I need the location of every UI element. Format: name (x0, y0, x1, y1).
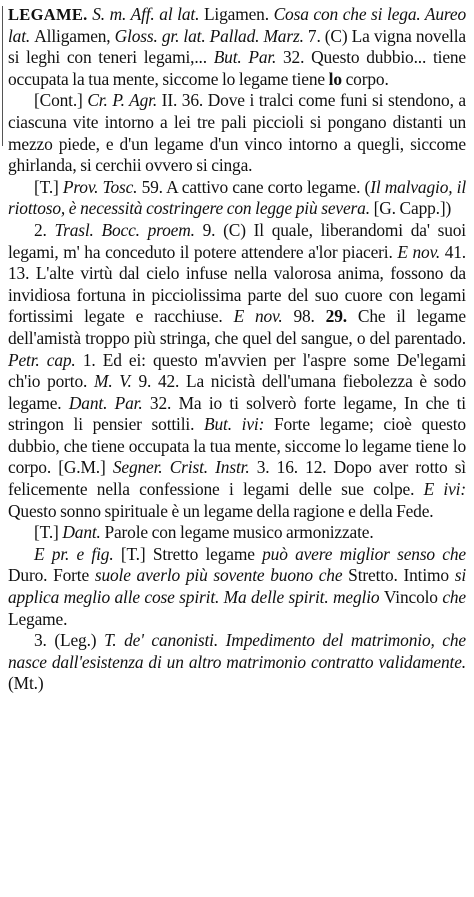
margin-rule (2, 6, 3, 146)
text-run: Legame. (8, 608, 68, 629)
text-run: Parole con legame musico armonizzate. (104, 522, 374, 543)
text-run: Alligamen, (34, 25, 115, 46)
text-run: che (442, 587, 466, 608)
text-run: Vincolo (383, 587, 443, 608)
text-run: 29. (325, 306, 347, 327)
text-run: But. Par. (213, 47, 284, 68)
text-run: 2. (34, 219, 55, 240)
text-run: Trasl. Bocc. proem. (54, 219, 203, 240)
text-run: II. 36. Dove i tralci come funi si stendono, a ciascuna vite intorno a lei tre pali piccioli si pongano distanti un mezzo piede, e d'un legame d'un vinco intorno a quegli, siccome ghirlanda, si cerchii ovvero si cinga. (8, 90, 466, 176)
text-run: E pr. e fig. (34, 543, 121, 564)
dictionary-entry-legame (8, 4, 466, 695)
text-run: But. ivi: (204, 414, 274, 435)
text-run: T. de' canonisti. Impedimento del matrimonio, che nasce dall'esistenza di un altro matrimonio contratto validamente. (8, 630, 466, 672)
text-run: Stretto. Intimo (348, 565, 455, 586)
text-run: 3. 16. 12. Dopo aver rotto sì felicemente nella confessione i legami delle sue colpe. (8, 457, 466, 500)
text-run: 32. Ma io ti solverò forte legame, In che ti stringon li pensier sottili. (8, 392, 466, 435)
text-run: S. m. Aff. al lat. (87, 4, 204, 24)
text-run: suole averlo più sovente buono che (94, 565, 349, 586)
text-run: 9. 42. La nicistà dell'umana fiebolezza è sodo legame. (8, 371, 466, 413)
text-run: Ligamen. (203, 4, 274, 24)
text-run: 3. (Leg.) (34, 630, 105, 651)
text-run: Questo sonno spirituale è un legame della ragione e della Fede. (8, 500, 434, 521)
text-run: 59. A cattivo cane corto legame. ( (141, 176, 371, 197)
text-run: Il malvagio, il riottoso, è necessità costringere con legge più severa. (8, 176, 467, 219)
text-run: [G. Capp.]) (369, 198, 452, 219)
text-run: Forte legame; cioè questo dubbio, che tiene occupata la tua mente, siccome lo legame tiene lo corpo. [G.M.] (8, 414, 466, 478)
text-run: Dant. (62, 522, 105, 543)
entry-proverb-paragraph (8, 177, 466, 220)
text-run: E ivi: (423, 479, 466, 500)
text-run: 98. (293, 306, 326, 327)
text-run: [T.] Stretto legame (120, 543, 263, 564)
entry-sense-3-paragraph (8, 630, 466, 695)
text-run: 32. Questo dubbio... tiene occupata la tua mente, siccome lo legame tiene (8, 47, 466, 89)
entry-sense-2-paragraph (8, 220, 466, 522)
text-run: Segner. Crist. Instr. (112, 457, 257, 478)
text-run: Duro. Forte (8, 565, 95, 586)
text-run: Dant. Par. (68, 392, 150, 413)
text-run: Che il legame dell'amistà troppo più stringa, che quel del sangue, o del parentado. (8, 306, 466, 348)
text-run: [T.] (34, 522, 63, 543)
text-run: Petr. cap. (8, 349, 83, 370)
text-run: può avere miglior senso che (262, 543, 466, 564)
entry-definition-paragraph (8, 4, 466, 90)
text-run: Cr. P. Agr. (87, 90, 162, 111)
entry-dante-paragraph (8, 522, 466, 544)
entry-figurative-paragraph (8, 544, 466, 630)
text-run: LEGAME. (8, 5, 88, 24)
text-run: M. V. (94, 371, 139, 392)
text-run: 7. (C) La vigna novella si leghi con teneri legami,... (8, 25, 466, 68)
text-run: corpo. (341, 68, 389, 89)
text-run: (Mt.) (8, 673, 44, 694)
entry-citation-paragraph-cont (8, 90, 466, 176)
text-run: Prov. Tosc. (62, 176, 142, 197)
text-run: si applica meglio alle cose spirit. Ma delle spirit. meglio (8, 565, 467, 608)
text-run: E nov. (397, 241, 445, 262)
text-run: E nov. (233, 306, 294, 327)
text-run: lo (328, 68, 342, 89)
text-run: [T.] (34, 176, 63, 197)
text-run: 41. 13. L'alte virtù dal cielo infuse nella valorosa anima, fossono da invidiosa fortuna in picciolissima parte del suo cuore con legami fortissimi legate e racchiuse. (8, 241, 467, 327)
text-run: [Cont.] (34, 90, 88, 111)
text-run: Gloss. gr. lat. Pallad. Marz. (114, 25, 308, 46)
text-run: 9. (C) Il quale, liberandomi da' suoi legami, m' ha conceduto il potere attendere a'lor piaceri. (8, 219, 466, 262)
text-run: Cosa con che si lega. Aureo lat. (8, 4, 467, 46)
text-run: 1. Ed ei: questo m'avvien per l'aspre some De'legami ch'io porto. (8, 349, 467, 392)
